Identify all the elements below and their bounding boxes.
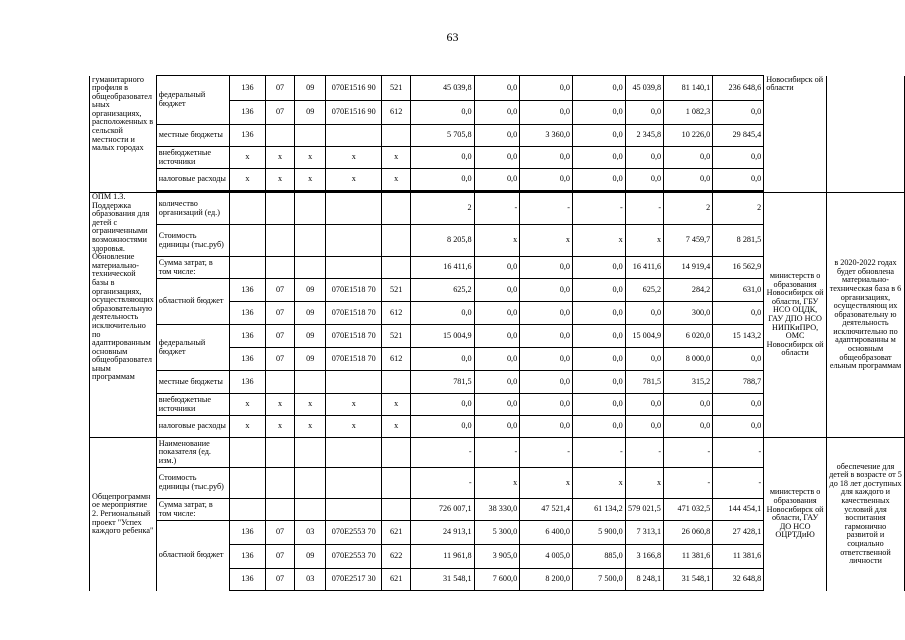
- value-cell: 0,0: [572, 302, 625, 325]
- value-cell: 0,0: [474, 76, 520, 101]
- value-cell: x: [474, 468, 520, 499]
- result-cell: [826, 76, 904, 193]
- value-cell: 0,0: [520, 76, 573, 101]
- rz-cell: 07: [265, 101, 294, 125]
- vr-cell: 521: [382, 325, 411, 348]
- value-cell: 6 020,0: [664, 325, 713, 348]
- value-cell: 0,0: [625, 416, 663, 438]
- value-cell: 625,2: [625, 279, 663, 302]
- csr-cell: 070Е1518 70: [326, 348, 382, 371]
- value-cell: 0,0: [572, 348, 625, 371]
- value-cell: 0,0: [520, 416, 573, 438]
- x-cell: x: [230, 416, 266, 438]
- rz-cell: 07: [265, 521, 294, 545]
- total-cell: 8 205,8: [411, 225, 475, 257]
- grbs-cell: 136: [230, 348, 266, 371]
- vr-cell: 621: [382, 521, 411, 545]
- value-cell: 0,0: [572, 147, 625, 169]
- value-cell: -: [520, 193, 573, 225]
- value-cell: 7 313,1: [625, 521, 663, 545]
- rz-cell: 07: [265, 325, 294, 348]
- x-cell: x: [326, 147, 382, 169]
- pr-cell: 03: [295, 569, 326, 591]
- total-cell: 45 039,8: [411, 76, 475, 101]
- executor-cell: министерств о образования Новосибирск ой области, ГАУ ДО НСО ОЦРТДиЮ: [764, 438, 827, 591]
- value-cell: x: [625, 468, 663, 499]
- value-cell: 7 600,0: [474, 569, 520, 591]
- x-cell: x: [230, 169, 266, 191]
- total-cell: 0,0: [411, 348, 475, 371]
- value-cell: 0,0: [572, 416, 625, 438]
- value-cell: -: [474, 193, 520, 225]
- grbs-cell: 136: [230, 279, 266, 302]
- source-label: областной бюджет: [156, 279, 229, 325]
- vr-cell: 521: [382, 279, 411, 302]
- source-label: налоговые расходы: [156, 169, 229, 191]
- total-cell: 625,2: [411, 279, 475, 302]
- value-cell: 0,0: [625, 348, 663, 371]
- pr-cell: 09: [295, 545, 326, 569]
- value-cell: 0,0: [572, 279, 625, 302]
- value-cell: 0,0: [713, 101, 764, 125]
- csr-cell: 070Е1516 90: [326, 76, 382, 101]
- source-label: местные бюджеты: [156, 125, 229, 147]
- csr-cell: 070Е1518 70: [326, 325, 382, 348]
- pr-cell: 09: [295, 325, 326, 348]
- source-label: федеральный бюджет: [156, 76, 229, 125]
- vr-cell: 612: [382, 101, 411, 125]
- csr-cell: 070Е1518 70: [326, 302, 382, 325]
- executor-cell: Новосибирск ой области: [764, 76, 827, 193]
- value-cell: 0,0: [713, 169, 764, 191]
- grbs-cell: 136: [230, 325, 266, 348]
- value-cell: -: [625, 193, 663, 225]
- value-cell: 0,0: [520, 394, 573, 416]
- value-cell: 15 143,2: [713, 325, 764, 348]
- value-cell: -: [572, 193, 625, 225]
- grbs-cell: 136: [230, 545, 266, 569]
- value-cell: 5 300,0: [474, 521, 520, 545]
- value-cell: 0,0: [520, 302, 573, 325]
- indicator-label: Наименование показателя (ед. изм.): [156, 438, 229, 468]
- value-cell: 0,0: [520, 169, 573, 191]
- source-label: внебюджетные источники: [156, 394, 229, 416]
- value-cell: 7 500,0: [572, 569, 625, 591]
- vr-cell: 612: [382, 348, 411, 371]
- table-row: [90, 193, 905, 225]
- executor-cell: министерств о образования Новосибирск ой области, ГБУ НСО ОЦДК, ГАУ ДПО НСО НИПКиПРО, ОМС Новосибирск ой области: [764, 193, 827, 438]
- value-cell: x: [520, 468, 573, 499]
- value-cell: 11 381,6: [713, 545, 764, 569]
- value-cell: 7 459,7: [664, 225, 713, 257]
- value-cell: 0,0: [474, 302, 520, 325]
- value-cell: 0,0: [520, 348, 573, 371]
- source-label: областной бюджет: [156, 521, 229, 591]
- value-cell: 0,0: [572, 101, 625, 125]
- event-description: ОПМ 1.3. Поддержка образования для детей с ограниченными возможностями здоровья. Обновление материально-технической базы в организациях, осуществляющих образовательную деятельность исключительно по адаптированным основным общеобразовател ьным программам: [90, 193, 157, 438]
- x-cell: x: [230, 147, 266, 169]
- value-cell: 0,0: [713, 348, 764, 371]
- value-cell: x: [520, 225, 573, 257]
- x-cell: x: [265, 394, 294, 416]
- x-cell: x: [230, 394, 266, 416]
- total-cell: 0,0: [411, 302, 475, 325]
- value-cell: 0,0: [474, 257, 520, 279]
- total-cell: 31 548,1: [411, 569, 475, 591]
- value-cell: 8 281,5: [713, 225, 764, 257]
- value-cell: 15 004,9: [625, 325, 663, 348]
- rz-cell: 07: [265, 302, 294, 325]
- result-cell: в 2020-2022 годах будет обновлена материально-техническая база в 6 организациях, осуществляющ их образовательну ю деятельность исключительно по адаптированны м основным общеобразоват ельным программам: [826, 193, 904, 438]
- value-cell: 16 411,6: [625, 257, 663, 279]
- x-cell: x: [265, 147, 294, 169]
- budget-table: [89, 75, 905, 591]
- value-cell: -: [625, 438, 663, 468]
- grbs-cell: 136: [230, 101, 266, 125]
- value-cell: 0,0: [713, 394, 764, 416]
- total-cell: 11 961,8: [411, 545, 475, 569]
- total-cell: 15 004,9: [411, 325, 475, 348]
- value-cell: 27 428,1: [713, 521, 764, 545]
- value-cell: 0,0: [572, 257, 625, 279]
- rz-cell: 07: [265, 569, 294, 591]
- rz-cell: 07: [265, 348, 294, 371]
- value-cell: 631,0: [713, 279, 764, 302]
- x-cell: x: [295, 394, 326, 416]
- value-cell: 8 248,1: [625, 569, 663, 591]
- grbs-cell: 136: [230, 371, 266, 394]
- total-cell: 0,0: [411, 147, 475, 169]
- total-cell: 2: [411, 193, 475, 225]
- value-cell: 0,0: [572, 169, 625, 191]
- total-cell: -: [411, 438, 475, 468]
- value-cell: 2: [664, 193, 713, 225]
- value-cell: 300,0: [664, 302, 713, 325]
- source-label: налоговые расходы: [156, 416, 229, 438]
- table-row: [90, 76, 905, 101]
- vr-cell: 612: [382, 302, 411, 325]
- grbs-cell: 136: [230, 302, 266, 325]
- value-cell: 0,0: [520, 101, 573, 125]
- csr-cell: 070Е2553 70: [326, 521, 382, 545]
- x-cell: x: [326, 416, 382, 438]
- value-cell: 0,0: [520, 325, 573, 348]
- value-cell: 579 021,5: [625, 499, 663, 521]
- x-cell: x: [265, 169, 294, 191]
- value-cell: -: [664, 438, 713, 468]
- csr-cell: 070Е2517 30: [326, 569, 382, 591]
- value-cell: 788,7: [713, 371, 764, 394]
- value-cell: 0,0: [625, 302, 663, 325]
- value-cell: 14 919,4: [664, 257, 713, 279]
- value-cell: 45 039,8: [625, 76, 663, 101]
- value-cell: 0,0: [572, 371, 625, 394]
- value-cell: -: [572, 438, 625, 468]
- value-cell: 0,0: [474, 279, 520, 302]
- value-cell: x: [572, 225, 625, 257]
- indicator-label: Сумма затрат, в том числе:: [156, 257, 229, 279]
- x-cell: x: [382, 416, 411, 438]
- source-label: внебюджетные источники: [156, 147, 229, 169]
- value-cell: 3 360,0: [520, 125, 573, 147]
- x-cell: x: [326, 169, 382, 191]
- value-cell: 5 900,0: [572, 521, 625, 545]
- vr-cell: 622: [382, 545, 411, 569]
- event-description: Общепрограммн ое мероприятие 2. Региональный проект "Успех каждого ребенка": [90, 438, 157, 591]
- pr-cell: 09: [295, 101, 326, 125]
- value-cell: 11 381,6: [664, 545, 713, 569]
- value-cell: 315,2: [664, 371, 713, 394]
- value-cell: 1 082,3: [664, 101, 713, 125]
- grbs-cell: 136: [230, 125, 266, 147]
- value-cell: 885,0: [572, 545, 625, 569]
- x-cell: x: [382, 169, 411, 191]
- table-row: [90, 438, 905, 468]
- value-cell: 0,0: [474, 147, 520, 169]
- value-cell: 26 060,8: [664, 521, 713, 545]
- event-description: гуманитарного профиля в общеобразовател ьных организациях, расположенных в сельской местности и малых городах: [90, 76, 157, 193]
- pr-cell: 03: [295, 521, 326, 545]
- value-cell: 0,0: [713, 147, 764, 169]
- total-cell: 5 705,8: [411, 125, 475, 147]
- value-cell: 16 562,9: [713, 257, 764, 279]
- value-cell: x: [572, 468, 625, 499]
- pr-cell: 09: [295, 279, 326, 302]
- value-cell: 0,0: [474, 325, 520, 348]
- indicator-label: Стоимость единицы (тыс.руб): [156, 468, 229, 499]
- x-cell: x: [382, 394, 411, 416]
- value-cell: 3 166,8: [625, 545, 663, 569]
- csr-cell: 070Е1516 90: [326, 101, 382, 125]
- value-cell: 2 345,8: [625, 125, 663, 147]
- value-cell: -: [520, 438, 573, 468]
- total-cell: 0,0: [411, 416, 475, 438]
- x-cell: x: [326, 394, 382, 416]
- value-cell: 0,0: [520, 371, 573, 394]
- value-cell: x: [474, 225, 520, 257]
- total-cell: 0,0: [411, 169, 475, 191]
- pr-cell: 09: [295, 302, 326, 325]
- value-cell: 0,0: [625, 394, 663, 416]
- total-cell: 0,0: [411, 101, 475, 125]
- value-cell: 8 000,0: [664, 348, 713, 371]
- value-cell: 0,0: [474, 394, 520, 416]
- value-cell: 0,0: [572, 325, 625, 348]
- value-cell: 0,0: [625, 101, 663, 125]
- total-cell: 726 007,1: [411, 499, 475, 521]
- total-cell: 24 913,1: [411, 521, 475, 545]
- x-cell: x: [295, 169, 326, 191]
- indicator-label: Стоимость единицы (тыс.руб): [156, 225, 229, 257]
- indicator-label: Сумма затрат, в том числе:: [156, 499, 229, 521]
- value-cell: -: [713, 468, 764, 499]
- x-cell: x: [295, 147, 326, 169]
- vr-cell: 521: [382, 76, 411, 101]
- value-cell: 0,0: [625, 169, 663, 191]
- value-cell: 0,0: [572, 76, 625, 101]
- value-cell: 81 140,1: [664, 76, 713, 101]
- value-cell: 0,0: [474, 101, 520, 125]
- value-cell: 10 226,0: [664, 125, 713, 147]
- value-cell: 0,0: [520, 279, 573, 302]
- value-cell: 47 521,4: [520, 499, 573, 521]
- grbs-cell: 136: [230, 76, 266, 101]
- pr-cell: 09: [295, 76, 326, 101]
- value-cell: 31 548,1: [664, 569, 713, 591]
- rz-cell: 07: [265, 545, 294, 569]
- value-cell: 0,0: [664, 169, 713, 191]
- value-cell: 0,0: [664, 147, 713, 169]
- value-cell: 0,0: [625, 147, 663, 169]
- result-cell: обеспечение для детей в возрасте от 5 до 18 лет доступных для каждого и качественных условий для воспитания гармонично развитой и социально ответственной личности: [826, 438, 904, 591]
- value-cell: 3 905,0: [474, 545, 520, 569]
- value-cell: 144 454,1: [713, 499, 764, 521]
- value-cell: x: [625, 225, 663, 257]
- total-cell: 0,0: [411, 394, 475, 416]
- pr-cell: 09: [295, 348, 326, 371]
- grbs-cell: 136: [230, 569, 266, 591]
- value-cell: -: [664, 468, 713, 499]
- value-cell: 781,5: [625, 371, 663, 394]
- csr-cell: 070Е2553 70: [326, 545, 382, 569]
- total-cell: 781,5: [411, 371, 475, 394]
- source-label: местные бюджеты: [156, 371, 229, 394]
- value-cell: 8 200,0: [520, 569, 573, 591]
- value-cell: 0,0: [664, 416, 713, 438]
- value-cell: 0,0: [474, 125, 520, 147]
- value-cell: 0,0: [572, 394, 625, 416]
- rz-cell: 07: [265, 279, 294, 302]
- value-cell: 2: [713, 193, 764, 225]
- value-cell: 6 400,0: [520, 521, 573, 545]
- value-cell: 0,0: [474, 348, 520, 371]
- value-cell: -: [713, 438, 764, 468]
- indicator-label: количество организаций (ед.): [156, 193, 229, 225]
- value-cell: 0,0: [572, 125, 625, 147]
- vr-cell: 621: [382, 569, 411, 591]
- total-cell: 16 411,6: [411, 257, 475, 279]
- value-cell: 0,0: [474, 416, 520, 438]
- value-cell: 0,0: [664, 394, 713, 416]
- csr-cell: 070Е1518 70: [326, 279, 382, 302]
- page-number: 63: [446, 30, 459, 44]
- value-cell: 29 845,4: [713, 125, 764, 147]
- x-cell: x: [265, 416, 294, 438]
- value-cell: 61 134,2: [572, 499, 625, 521]
- value-cell: 236 648,6: [713, 76, 764, 101]
- value-cell: 284,2: [664, 279, 713, 302]
- value-cell: -: [474, 438, 520, 468]
- value-cell: 0,0: [520, 257, 573, 279]
- source-label: федеральный бюджет: [156, 325, 229, 371]
- value-cell: 0,0: [713, 302, 764, 325]
- value-cell: 471 032,5: [664, 499, 713, 521]
- value-cell: 38 330,0: [474, 499, 520, 521]
- total-cell: -: [411, 468, 475, 499]
- value-cell: 0,0: [474, 169, 520, 191]
- x-cell: x: [382, 147, 411, 169]
- value-cell: 0,0: [474, 371, 520, 394]
- x-cell: x: [295, 416, 326, 438]
- grbs-cell: 136: [230, 521, 266, 545]
- value-cell: 32 648,8: [713, 569, 764, 591]
- rz-cell: 07: [265, 76, 294, 101]
- value-cell: 4 005,0: [520, 545, 573, 569]
- value-cell: 0,0: [520, 147, 573, 169]
- value-cell: 0,0: [713, 416, 764, 438]
